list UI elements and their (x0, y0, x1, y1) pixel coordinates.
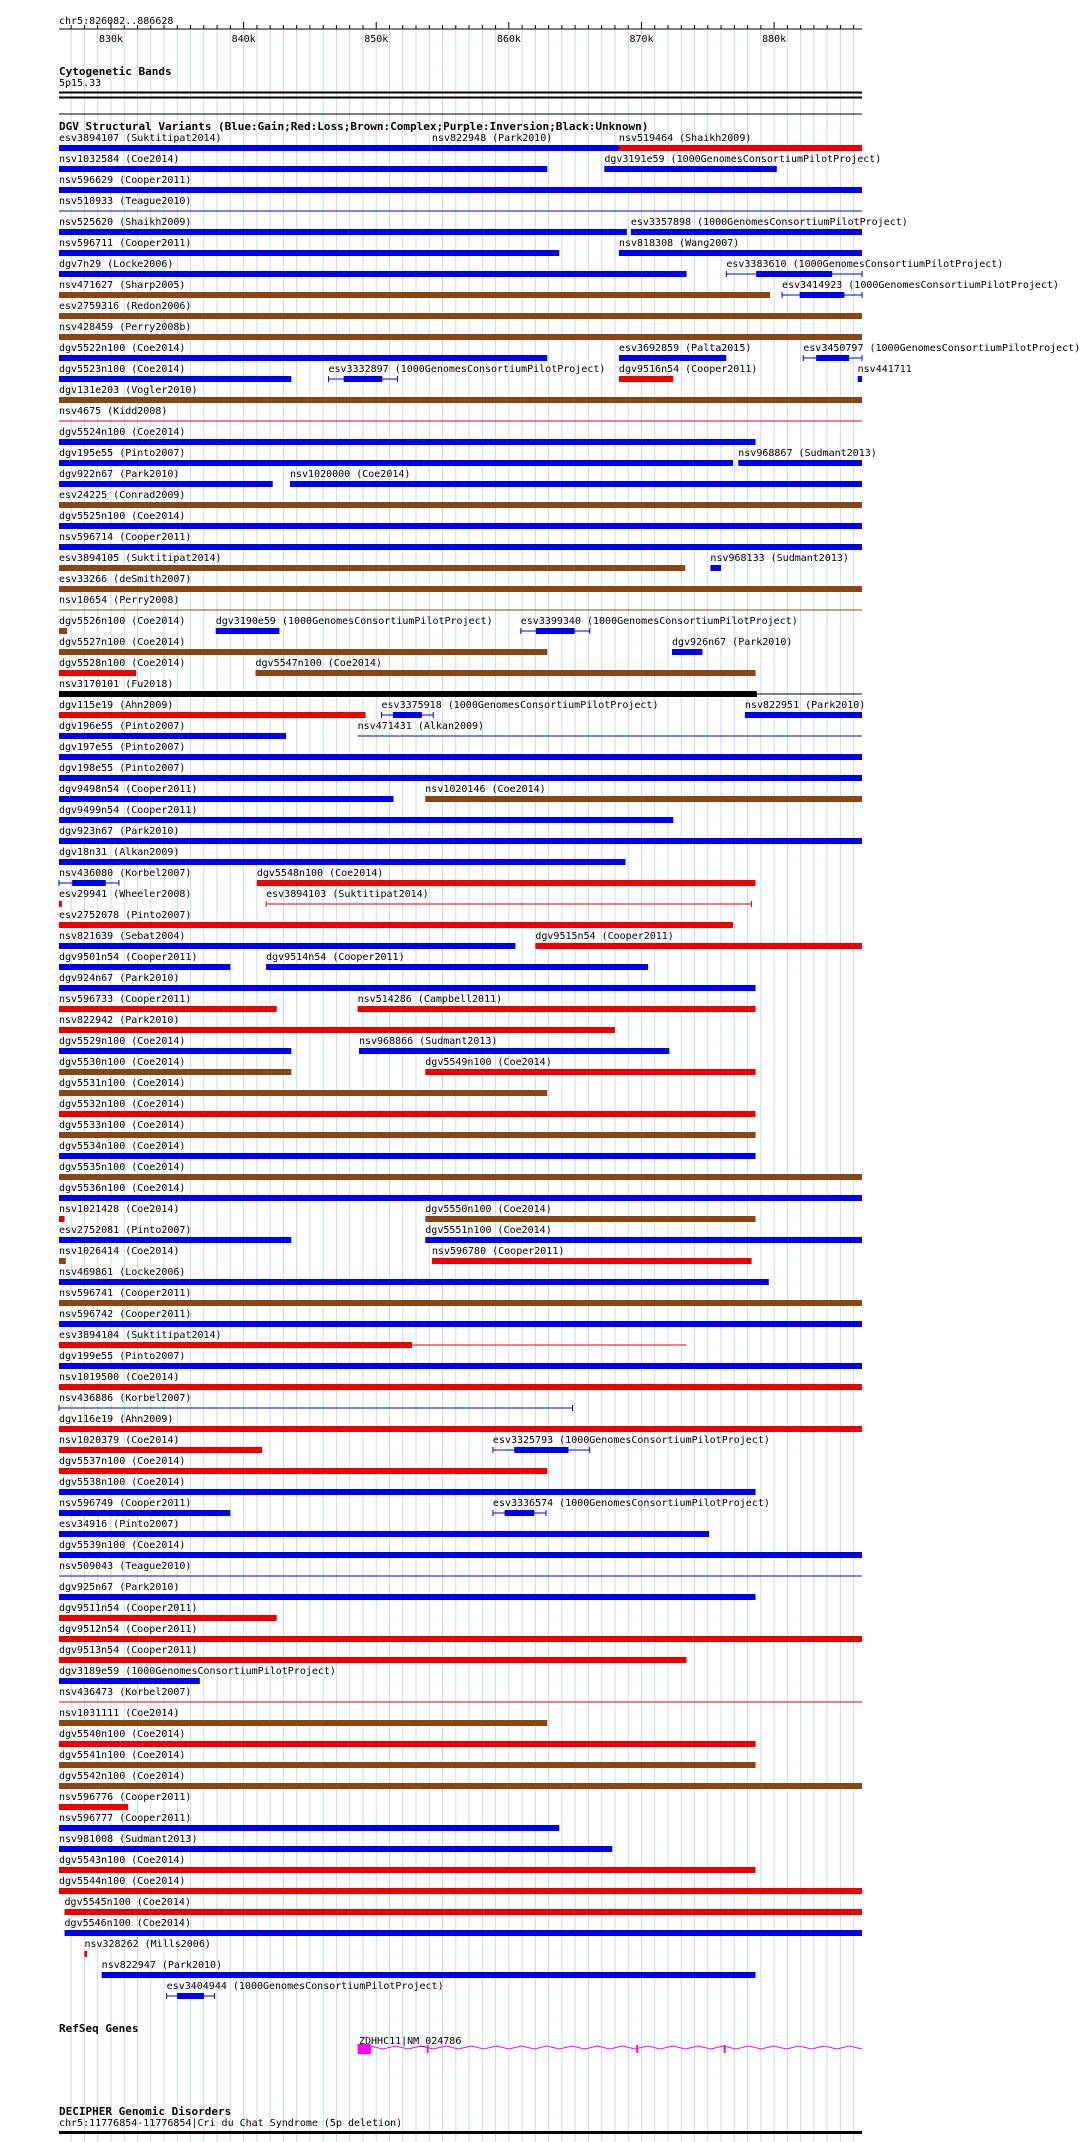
variant-label[interactable]: nsv596714 (Cooper2011) (59, 532, 192, 543)
variant-label[interactable]: dgv9498n54 (Cooper2011) (59, 784, 198, 795)
variant-label[interactable]: dgv9515n54 (Cooper2011) (535, 931, 674, 942)
variant-label[interactable]: nsv1020379 (Coe2014) (59, 1435, 180, 1446)
variant-label[interactable]: esv3692859 (Palta2015) (618, 343, 752, 354)
variant-label[interactable]: dgv9501n54 (Cooper2011) (59, 952, 198, 963)
variant-label[interactable]: nsv596733 (Cooper2011) (59, 994, 192, 1005)
variant-label[interactable]: esv33266 (deSmith2007) (59, 574, 192, 585)
variant-label[interactable]: nsv596777 (Cooper2011) (59, 1813, 192, 1824)
variant-label[interactable]: dgv5538n100 (Coe2014) (59, 1477, 186, 1488)
variant-label[interactable]: nsv822947 (Park2010) (101, 1960, 223, 1971)
variant-label[interactable]: dgv5526n100 (Coe2014) (59, 616, 186, 627)
dgv-track-title: DGV Structural Variants (Blue:Gain;Red:Loss;Brown:Complex;Purple:Inversion;Black:Unknown) (59, 120, 649, 133)
variant-label[interactable]: nsv596780 (Cooper2011) (431, 1246, 565, 1257)
variant-label[interactable]: dgv5527n100 (Coe2014) (59, 637, 186, 648)
tick-label: 840k (231, 34, 256, 45)
variant-label[interactable]: nsv1020000 (Coe2014) (290, 469, 411, 480)
variant-label[interactable]: dgv115e19 (Ahn2009) (59, 700, 174, 711)
variant-label[interactable]: nsv436473 (Korbel2007) (59, 1687, 192, 1698)
variant-label[interactable]: esv2752078 (Pinto2007) (59, 910, 192, 921)
variant-label[interactable]: nsv441711 (857, 364, 912, 375)
variant-label[interactable]: nsv469861 (Locke2006) (59, 1267, 186, 1278)
variant-label[interactable]: dgv3191e59 (1000GenomesConsortiumPilotProject) (604, 154, 882, 165)
variant-label[interactable]: nsv596742 (Cooper2011) (59, 1309, 192, 1320)
variant-label[interactable]: dgv923n67 (Park2010) (59, 826, 180, 837)
variant-label[interactable]: esv29941 (Wheeler2008) (59, 889, 192, 900)
variant-label[interactable]: dgv5550n100 (Coe2014) (425, 1204, 552, 1215)
variant-label[interactable]: dgv116e19 (Ahn2009) (59, 1414, 174, 1425)
variant-label[interactable]: esv2759316 (Redon2006) (59, 301, 192, 312)
cytoband-label: 5p15.33 (59, 78, 102, 89)
variant-label[interactable]: dgv5523n100 (Coe2014) (59, 364, 186, 375)
variant-label[interactable]: esv3336574 (1000GenomesConsortiumPilotProject) (492, 1498, 770, 1509)
variant-label[interactable]: dgv5534n100 (Coe2014) (59, 1141, 186, 1152)
variant-label[interactable]: dgv18n31 (Alkan2009) (59, 847, 180, 858)
variant-label[interactable]: nsv822951 (Park2010) (744, 700, 866, 711)
decipher-entry[interactable]: chr5:11776854-11776854|Cri du Chat Syndrome (5p deletion) (59, 2118, 403, 2129)
variant-label[interactable]: dgv9514n54 (Cooper2011) (266, 952, 405, 963)
variant-label[interactable]: dgv5530n100 (Coe2014) (59, 1057, 186, 1068)
variant-label[interactable]: dgv198e55 (Pinto2007) (59, 763, 186, 774)
variant-label[interactable]: dgv5546n100 (Coe2014) (64, 1918, 191, 1929)
variant-label[interactable]: nsv596629 (Cooper2011) (59, 175, 192, 186)
variant-label[interactable]: nsv525620 (Shaikh2009) (59, 217, 192, 228)
variant-label[interactable]: nsv596749 (Cooper2011) (59, 1498, 192, 1509)
variant-label[interactable]: nsv1031111 (Coe2014) (59, 1708, 180, 1719)
variant-label[interactable]: esv3332897 (1000GenomesConsortiumPilotProject) (328, 364, 606, 375)
gene-label[interactable]: ZDHHC11|NM_024786 (359, 2036, 462, 2047)
variant-label[interactable]: dgv3189e59 (1000GenomesConsortiumPilotProject) (59, 1666, 336, 1677)
variant-label[interactable]: dgv5531n100 (Coe2014) (59, 1078, 186, 1089)
variant-label[interactable]: nsv818308 (Wang2007) (618, 238, 740, 249)
variant-label[interactable]: nsv509043 (Teague2010) (59, 1561, 192, 1572)
variant-label[interactable]: dgv5541n100 (Coe2014) (59, 1750, 186, 1761)
variant-label[interactable]: nsv822948 (Park2010) (431, 133, 553, 144)
variant-label[interactable]: nsv328262 (Mills2006) (84, 1939, 211, 1950)
variant-label[interactable]: esv24225 (Conrad2009) (59, 490, 186, 501)
variant-label[interactable]: nsv436080 (Korbel2007) (59, 868, 192, 879)
variant-label[interactable]: dgv196e55 (Pinto2007) (59, 721, 186, 732)
variant-label[interactable]: dgv925n67 (Park2010) (59, 1582, 180, 1593)
variant-label[interactable]: nsv436886 (Korbel2007) (59, 1393, 192, 1404)
variant-label[interactable]: dgv922n67 (Park2010) (59, 469, 180, 480)
variant-label[interactable]: nsv428459 (Perry2008b) (59, 322, 192, 333)
variant-label[interactable]: dgv5547n100 (Coe2014) (255, 658, 382, 669)
variant-label[interactable]: dgv5529n100 (Coe2014) (59, 1036, 186, 1047)
variant-label[interactable]: dgv3190e59 (1000GenomesConsortiumPilotProject) (215, 616, 493, 627)
variant-label[interactable]: nsv4675 (Kidd2008) (59, 406, 168, 417)
tick-label: 880k (762, 34, 787, 45)
variant-label[interactable]: esv3414923 (1000GenomesConsortiumPilotProject) (782, 280, 1059, 291)
variant-label[interactable]: dgv5522n100 (Coe2014) (59, 343, 186, 354)
variant-label[interactable]: dgv5545n100 (Coe2014) (64, 1897, 191, 1908)
variant-label[interactable]: dgv9511n54 (Cooper2011) (59, 1603, 198, 1614)
variant-label[interactable]: nsv1021428 (Coe2014) (59, 1204, 180, 1215)
variant-label[interactable]: dgv9512n54 (Cooper2011) (59, 1624, 198, 1635)
variant-label[interactable]: esv3894105 (Suktitipat2014) (59, 553, 222, 564)
variant-label[interactable]: nsv519464 (Shaikh2009) (618, 133, 752, 144)
variant-label[interactable]: dgv195e55 (Pinto2007) (59, 448, 186, 459)
variant-label[interactable]: dgv5533n100 (Coe2014) (59, 1120, 186, 1131)
variant-label[interactable]: esv34916 (Pinto2007) (59, 1519, 180, 1530)
variant-label[interactable]: dgv197e55 (Pinto2007) (59, 742, 186, 753)
cytogenetic-bands-title: Cytogenetic Bands (59, 65, 172, 78)
variant-label[interactable]: dgv5539n100 (Coe2014) (59, 1540, 186, 1551)
variant-label[interactable]: dgv9513n54 (Cooper2011) (59, 1645, 198, 1656)
variant-label[interactable]: nsv981008 (Sudmant2013) (59, 1834, 198, 1845)
variant-label[interactable]: nsv510933 (Teague2010) (59, 196, 192, 207)
variant-label[interactable]: dgv9499n54 (Cooper2011) (59, 805, 198, 816)
variant-label[interactable]: nsv596711 (Cooper2011) (59, 238, 192, 249)
variant-label[interactable]: nsv968867 (Sudmant2013) (738, 448, 877, 459)
variant-label[interactable]: esv3325793 (1000GenomesConsortiumPilotProject) (492, 1435, 770, 1446)
variant-label[interactable]: esv3383610 (1000GenomesConsortiumPilotProject) (726, 259, 1004, 270)
variant-label[interactable]: nsv968133 (Sudmant2013) (710, 553, 849, 564)
variant-label[interactable]: esv3894104 (Suktitipat2014) (59, 1330, 222, 1341)
variant-label[interactable]: nsv1019500 (Coe2014) (59, 1372, 180, 1383)
variant-label[interactable]: dgv5536n100 (Coe2014) (59, 1183, 186, 1194)
variant-label[interactable]: esv3450797 (1000GenomesConsortiumPilotProject) (803, 343, 1080, 354)
variant-label[interactable]: dgv5551n100 (Coe2014) (425, 1225, 552, 1236)
tick-label: 860k (496, 34, 521, 45)
variant-label[interactable]: dgv5525n100 (Coe2014) (59, 511, 186, 522)
variant-label[interactable]: nsv471431 (Alkan2009) (357, 721, 485, 732)
variant-label[interactable]: dgv199e55 (Pinto2007) (59, 1351, 186, 1362)
variant-label[interactable]: nsv968866 (Sudmant2013) (358, 1036, 498, 1047)
variant-label[interactable]: dgv5540n100 (Coe2014) (59, 1729, 186, 1740)
variant-label[interactable]: esv3894103 (Suktitipat2014) (266, 889, 429, 900)
refseq-genes-title: RefSeq Genes (59, 2022, 139, 2035)
variant-label[interactable]: esv3357898 (1000GenomesConsortiumPilotProject) (630, 217, 908, 228)
variant-label[interactable]: dgv5535n100 (Coe2014) (59, 1162, 186, 1173)
variant-label[interactable]: nsv821639 (Sebat2004) (59, 931, 186, 942)
variant-label[interactable]: esv3375918 (1000GenomesConsortiumPilotProject) (381, 700, 659, 711)
variant-label[interactable]: nsv514286 (Campbell2011) (357, 994, 503, 1005)
variant-label[interactable]: nsv471627 (Sharp2005) (59, 280, 186, 291)
variant-label[interactable]: esv2752081 (Pinto2007) (59, 1225, 192, 1236)
variant-label[interactable]: dgv7n29 (Locke2006) (59, 259, 174, 270)
coordinate-label: chr5:826082..886628 (59, 16, 174, 27)
variant-label[interactable]: dgv5549n100 (Coe2014) (425, 1057, 552, 1068)
variant-label[interactable]: nsv822942 (Park2010) (59, 1015, 180, 1026)
tick-label: 870k (629, 34, 654, 45)
variant-label[interactable]: dgv5537n100 (Coe2014) (59, 1456, 186, 1467)
variant-label[interactable]: nsv1032584 (Coe2014) (59, 154, 180, 165)
variant-label[interactable]: dgv5544n100 (Coe2014) (59, 1876, 186, 1887)
variant-label[interactable]: dgv5548n100 (Coe2014) (256, 868, 384, 879)
variant-label[interactable]: dgv5528n100 (Coe2014) (59, 658, 186, 669)
variant-label[interactable]: dgv5524n100 (Coe2014) (59, 427, 186, 438)
variant-label[interactable]: nsv1026414 (Coe2014) (59, 1246, 180, 1257)
tick-label: 830k (98, 34, 124, 45)
variant-label[interactable]: esv3404944 (1000GenomesConsortiumPilotProject) (166, 1981, 444, 1992)
variant-label[interactable]: dgv924n67 (Park2010) (59, 973, 180, 984)
variant-label[interactable]: nsv596776 (Cooper2011) (59, 1792, 192, 1803)
variant-label[interactable]: esv3399340 (1000GenomesConsortiumPilotProject) (520, 616, 798, 627)
variant-label[interactable]: dgv5542n100 (Coe2014) (59, 1771, 186, 1782)
variant-label[interactable]: nsv10654 (Perry2008) (59, 595, 180, 606)
variant-label[interactable]: esv3894107 (Suktitipat2014) (59, 133, 222, 144)
variant-label[interactable]: dgv926n67 (Park2010) (671, 637, 793, 648)
variant-label[interactable]: dgv9516n54 (Cooper2011) (618, 364, 758, 375)
decipher-title: DECIPHER Genomic Disorders (59, 2105, 232, 2118)
variant-label[interactable]: nsv596741 (Cooper2011) (59, 1288, 192, 1299)
variant-label[interactable]: nsv1020146 (Coe2014) (425, 784, 546, 795)
tick-label: 850k (364, 34, 389, 45)
variant-label[interactable]: nsv3170101 (Fu2018) (59, 679, 174, 690)
variant-label[interactable]: dgv5532n100 (Coe2014) (59, 1099, 186, 1110)
variant-label[interactable]: dgv131e203 (Vogler2010) (59, 385, 198, 396)
variant-label[interactable]: dgv5543n100 (Coe2014) (59, 1855, 186, 1866)
